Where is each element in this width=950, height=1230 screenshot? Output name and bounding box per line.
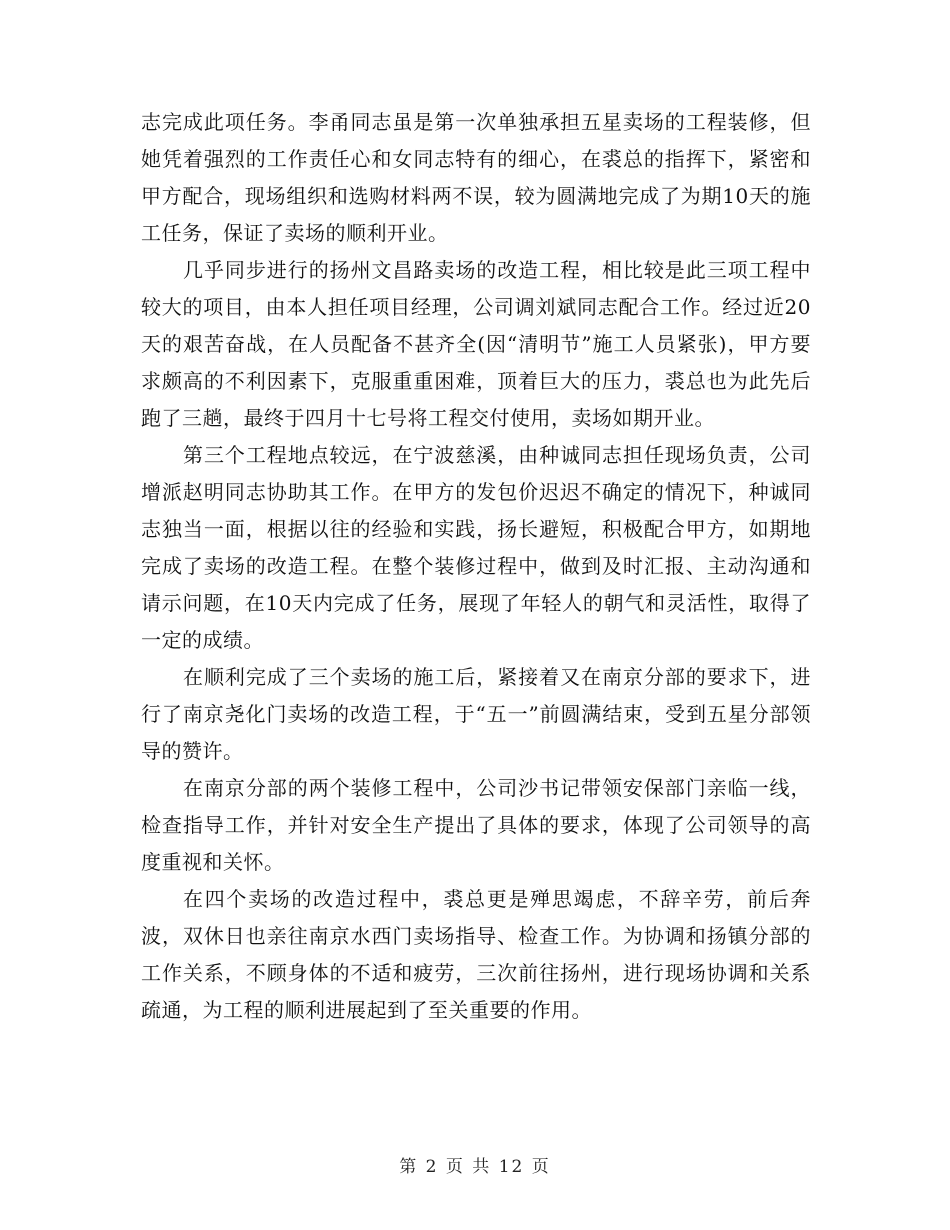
paragraph-nanjing-yaohuamen: 在顺利完成了三个卖场的施工后，紧接着又在南京分部的要求下，进行了南京尧化门卖场的改造工程，于“五一”前圆满结束，受到五星分部领导的赞许。 xyxy=(141,665,811,763)
page-footer: 第 2 页 共 12 页 xyxy=(399,1157,551,1177)
page-body xyxy=(141,104,811,1029)
paragraph-continuation: 志完成此项任务。李甬同志虽是第一次单独承担五星卖场的工程装修，但她凭着强烈的工作责任心和女同志特有的细心，在裘总的指挥下，紧密和甲方配合，现场组织和选购材料两不误，较为圆满地完成了为期10天的施工任务，保证了卖场的顺利开业。 xyxy=(141,110,811,245)
paragraph-yangzhou-project: 几乎同步进行的扬州文昌路卖场的改造工程，相比较是此三项工程中较大的项目，由本人担任项目经理，公司调刘斌同志配合工作。经过近20天的艰苦奋战，在人员配备不甚齐全(因“清明节”施工人员紧张)，甲方要求颇高的不利因素下，克服重重困难，顶着巨大的压力，裘总也为此先后跑了三趟，最终于四月十七号将工程交付使用，卖场如期开业。 xyxy=(141,258,811,430)
paragraph-safety-inspection: 在南京分部的两个装修工程中，公司沙书记带领安保部门亲临一线，检查指导工作，并针对安全生产提出了具体的要求，体现了公司领导的高度重视和关怀。 xyxy=(141,776,811,874)
paragraph-manager-effort: 在四个卖场的改造过程中，裘总更是殚思竭虑，不辞辛劳，前后奔波，双休日也亲往南京水西门卖场指导、检查工作。为协调和扬镇分部的工作关系，不顾身体的不适和疲劳，三次前往扬州，进行现场协调和关系疏通，为工程的顺利进展起到了至关重要的作用。 xyxy=(141,887,811,1022)
paragraph-ningbo-project: 第三个工程地点较远，在宁波慈溪，由种诚同志担任现场负责，公司增派赵明同志协助其工作。在甲方的发包价迟迟不确定的情况下，种诚同志独当一面，根据以往的经验和实践，扬长避短，积极配合甲方，如期地完成了卖场的改造工程。在整个装修过程中，做到及时汇报、主动沟通和请示问题，在10天内完成了任务，展现了年轻人的朝气和灵活性，取得了一定的成绩。 xyxy=(141,443,811,652)
